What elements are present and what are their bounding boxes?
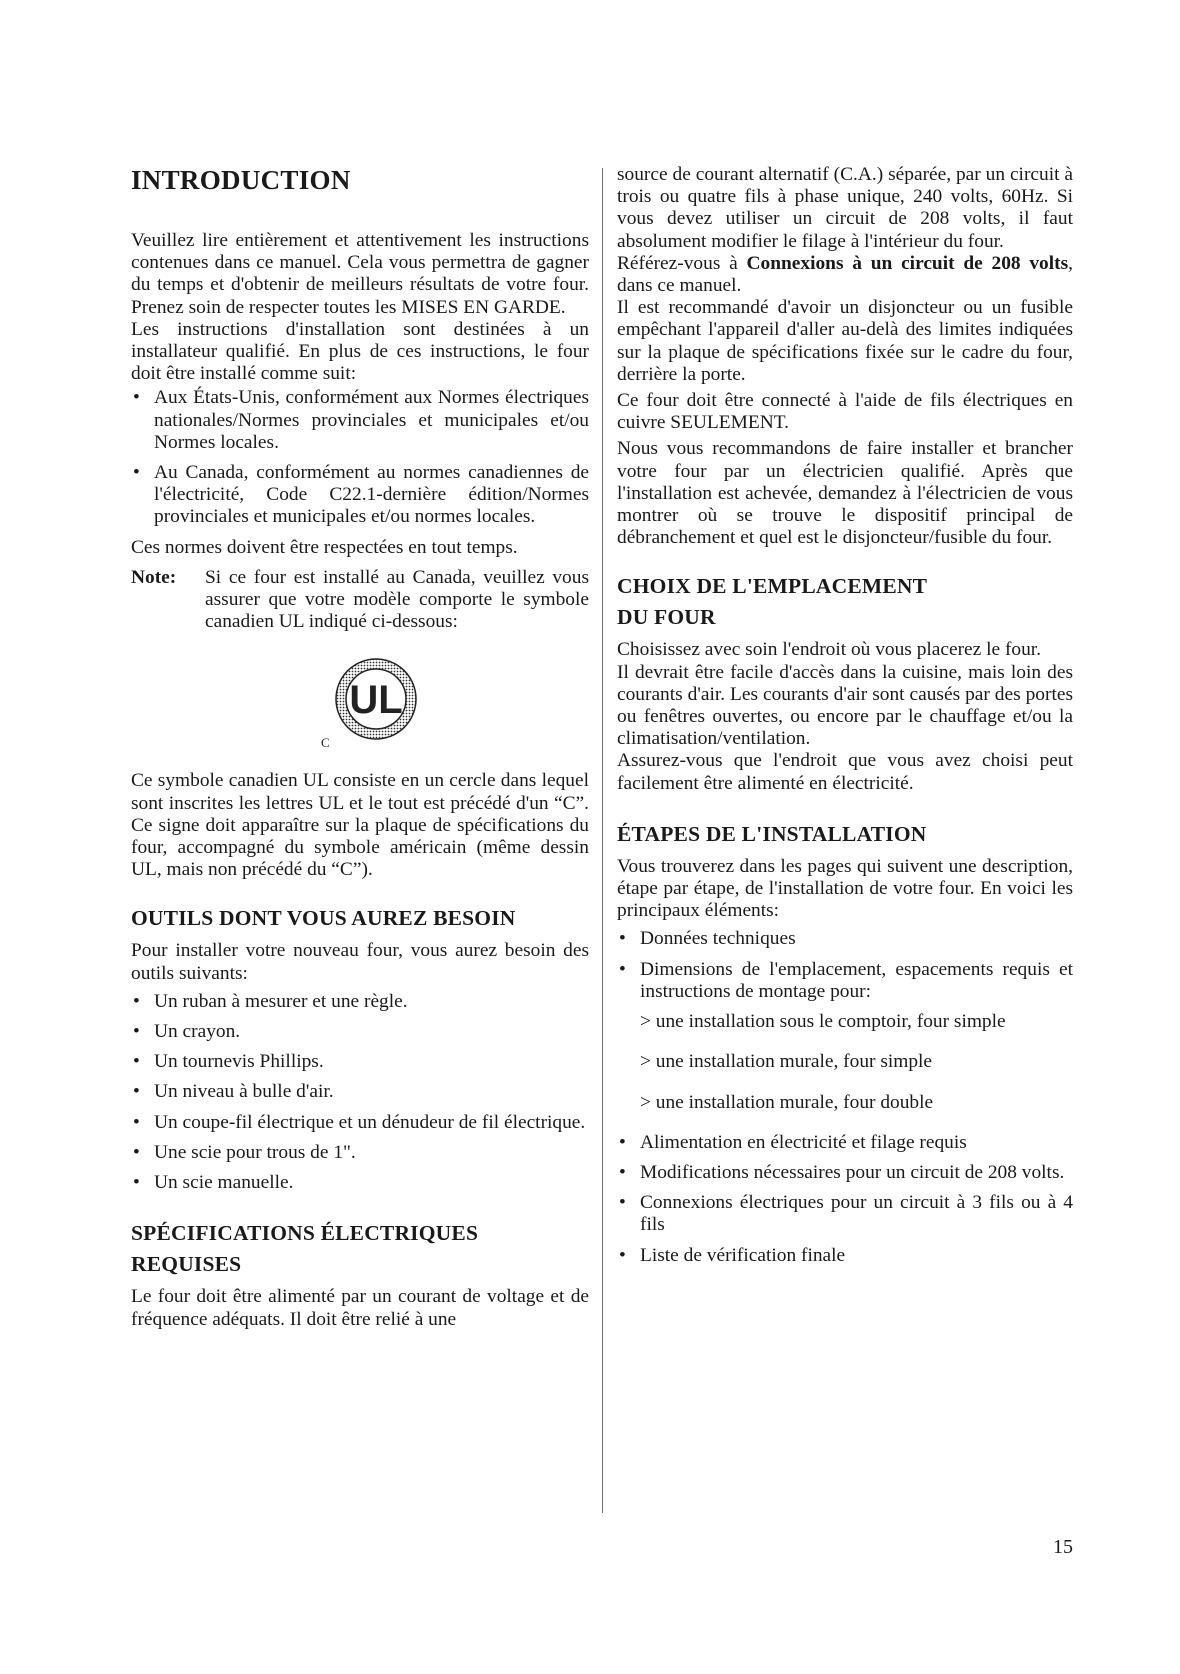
reference-section-title: Connexions à un circuit de 208 volts (746, 252, 1069, 274)
list-item: • Aux États-Unis, conformément aux Normes électriques nationales/Normes provinciales et municipales et/ou Normes locales. (131, 387, 589, 454)
list-item: • Une scie pour trous de 1". (131, 1142, 589, 1164)
right-column (617, 164, 1073, 1267)
list-item: • Modifications nécessaires pour un circuit de 208 volts. (617, 1162, 1073, 1184)
note-block (131, 567, 589, 634)
installation-steps-list-continued (617, 1132, 1073, 1267)
intro-paragraph-3: Ces normes doivent être respectées en tout temps. (131, 536, 518, 558)
intro-paragraph-1: Veuillez lire entièrement et attentivement les instructions contenues dans ce manuel. Cela vous permettra de gagner du temps et d'obtenir de meilleurs résultats de votre four. Prenez soin de respecter toutes les MISES EN GARDE. (131, 230, 589, 318)
location-paragraph-3: Assurez-vous que l'endroit que vous avez choisi peut facilement être alimenté en électricité. (617, 750, 1073, 794)
tools-intro: Pour installer votre nouveau four, vous aurez besoin des outils suivants: (131, 940, 589, 984)
list-item: • Connexions électriques pour un circuit à 3 fils ou à 4 fils (617, 1192, 1073, 1236)
reference-suffix: , dans ce manuel. (617, 252, 1073, 297)
list-item: • Un ruban à mesurer et une règle. (131, 991, 589, 1013)
sub-item: > une installation murale, four double (640, 1091, 934, 1113)
location-paragraph-1: Choisissez avec soin l'endroit où vous placerez le four. (617, 639, 1042, 661)
location-heading: CHOIX DE L'EMPLACEMENT DU FOUR (617, 574, 927, 630)
tools-heading: OUTILS DONT VOUS AUREZ BESOIN (131, 906, 516, 931)
page-number: 15 (1053, 1536, 1073, 1558)
breaker-paragraph: Il est recommandé d'avoir un disjoncteur ou un fusible empêchant l'appareil d'aller au-delà des limites indiquées sur la plaque de spécifications fixée sur le cadre du four, derrière la porte. (617, 297, 1073, 385)
list-item: • Un coupe-fil électrique et un dénudeur de fil électrique. (131, 1112, 589, 1134)
left-column (131, 164, 589, 1331)
reference-paragraph (617, 253, 1073, 297)
list-item: • Un tournevis Phillips. (131, 1051, 589, 1073)
ul-symbol-paragraph: Ce symbole canadien UL consiste en un cercle dans lequel sont inscrites les lettres UL et le tout est précédé d'un “C”. Ce signe doit apparaître sur la plaque de spécifications du four, accompagné du symbole américain (même dessin UL, mais non précédé du “C”). (131, 770, 589, 881)
list-item: • Dimensions de l'emplacement, espacements requis et instructions de montage pour: (617, 959, 1073, 1003)
electrical-spec-paragraph-1: Le four doit être alimenté par un courant de voltage et de fréquence adéquats. Il doit être relié à une (131, 1286, 589, 1330)
note-text: Si ce four est installé au Canada, veuillez vous assurer que votre modèle comporte le symbole canadien UL indiqué ci-dessous: (205, 566, 589, 633)
installation-steps-intro: Vous trouverez dans les pages qui suivent une description, étape par étape, de l'installation de votre four. En voici les principaux éléments: (617, 855, 1073, 922)
list-item: • Un scie manuelle. (131, 1172, 589, 1194)
list-item: • Un crayon. (131, 1021, 589, 1043)
note-label: Note: (131, 566, 177, 588)
ul-certification-logo (306, 655, 446, 753)
list-item: • Alimentation en électricité et filage requis (617, 1132, 1073, 1154)
ul-logo-letters: UL (349, 678, 403, 723)
tools-list (131, 991, 589, 1194)
installation-steps-heading: ÉTAPES DE L'INSTALLATION (617, 821, 927, 846)
electrician-paragraph: Nous vous recommandons de faire installer et brancher votre four par un électricien qualifié. Après que l'installation est achevée, demandez à l'électricien de vous montrer où se trouve le dispositif principal de débranchement et quel est le disjoncteur/fusible du four. (617, 438, 1073, 549)
copper-wire-paragraph: Ce four doit être connecté à l'aide de fils électriques en cuivre SEULEMENT. (617, 390, 1073, 434)
electrical-spec-heading: SPÉCIFICATIONS ÉLECTRIQUES REQUISES (131, 1221, 479, 1277)
reference-prefix: Référez-vous à (617, 252, 747, 274)
intro-paragraph-2: Les instructions d'installation sont destinées à un installateur qualifié. En plus de ces instructions, le four doit être installé comme suit: (131, 318, 589, 385)
installation-steps-list (617, 928, 1073, 1003)
sub-item: > une installation sous le comptoir, four simple (640, 1011, 1006, 1033)
electrical-spec-continued: source de courant alternatif (C.A.) séparée, par un circuit à trois ou quatre fils à phase unique, 240 volts, 60Hz. Si vous devez utiliser un circuit de 208 volts, il faut absolument modifier le filage à l'intérieur du four. (617, 164, 1073, 252)
list-item: • Données techniques (617, 928, 1073, 950)
column-divider (602, 168, 603, 1513)
list-item: • Un niveau à bulle d'air. (131, 1081, 589, 1103)
list-item: • Liste de vérification finale (617, 1245, 1073, 1267)
intro-bullet-list (131, 387, 589, 528)
introduction-heading: INTRODUCTION (131, 165, 351, 195)
ul-logo-c-mark: C (321, 735, 330, 751)
sub-item: > une installation murale, four simple (640, 1051, 933, 1073)
list-item: • Au Canada, conformément au normes canadiennes de l'électricité, Code C22.1-dernière édition/Normes provinciales et municipales et/ou normes locales. (131, 462, 589, 529)
location-paragraph-2: Il devrait être facile d'accès dans la cuisine, mais loin des courants d'air. Les courants d'air sont causés par des portes ou fenêtres ouvertes, ou encore par le chauffage et/ou la climatisation/ventilation. (617, 661, 1073, 750)
